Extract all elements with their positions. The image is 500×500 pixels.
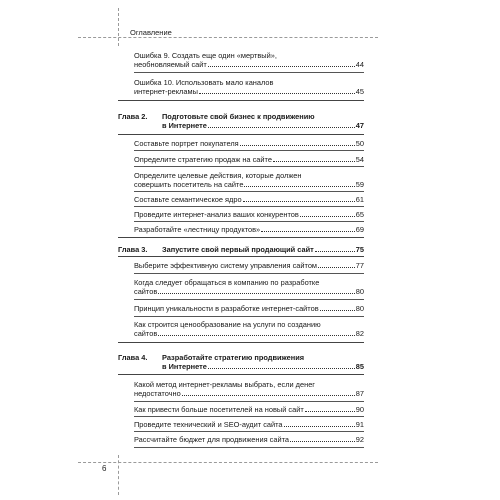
page-ref: 50 (355, 139, 364, 148)
leader-dots (318, 267, 355, 268)
entry-divider (134, 401, 364, 402)
toc-entry[interactable] (118, 420, 364, 429)
entry-title-line: Определите стратегию продаж на сайте (134, 155, 272, 164)
toc-entry[interactable] (118, 320, 364, 338)
toc-entry[interactable] (118, 225, 364, 234)
entry-title-line: Когда следует обращаться в компанию по разработке (134, 278, 320, 287)
chapter-number: Глава 3. (118, 245, 148, 254)
chapter-divider (118, 374, 364, 375)
toc-entry[interactable] (118, 261, 364, 270)
chapter-divider (118, 100, 364, 101)
entry-divider (134, 447, 364, 448)
entry-divider (134, 431, 364, 432)
page-ref: 82 (355, 329, 364, 338)
page-ref: 47 (355, 121, 364, 130)
leader-dots (182, 395, 355, 396)
toc-chapter[interactable] (118, 112, 364, 130)
page-ref: 91 (355, 420, 364, 429)
leader-dots (243, 201, 355, 202)
toc-entry[interactable] (118, 435, 364, 444)
chapter-divider (118, 342, 364, 343)
entry-title-line: Проведите интернет-анализ ваших конкурентов (134, 210, 299, 219)
page-ref: 85 (355, 362, 364, 371)
chapter-title-line: в Интернете (162, 121, 207, 130)
leader-dots (290, 441, 355, 442)
entry-title-line: Рассчитайте бюджет для продвижения сайта (134, 435, 290, 444)
page-ref: 77 (355, 261, 364, 270)
leader-dots (240, 145, 355, 146)
toc-entry[interactable] (118, 195, 364, 204)
leader-dots (273, 161, 355, 162)
entry-title-line: Проведите технический и SEO-аудит сайта (134, 420, 283, 429)
crop-guide-top (78, 37, 378, 38)
chapter-title-line: Запустите свой первый продающий сайт (162, 245, 314, 254)
chapter-number: Глава 4. (118, 353, 148, 362)
page-ref: 44 (355, 60, 364, 69)
toc-entry[interactable] (118, 380, 364, 398)
toc-entry[interactable] (118, 278, 364, 296)
entry-title-line: Составьте семантическое ядро (134, 195, 242, 204)
leader-dots (300, 216, 355, 217)
entry-title-line: сайтов (134, 287, 158, 296)
toc-entry[interactable] (118, 78, 364, 96)
crop-guide-left-bottom (118, 455, 119, 495)
entry-title-line: совершить посетитель на сайте (134, 180, 244, 189)
toc-chapter[interactable] (118, 353, 364, 371)
entry-title-line: Как строится ценообразование на услуги по созданию (134, 320, 321, 329)
leader-dots (208, 127, 355, 128)
leader-dots (208, 66, 355, 67)
toc-entry[interactable] (118, 171, 364, 189)
toc-entry[interactable] (118, 304, 364, 313)
crop-guide-bottom (78, 462, 378, 463)
leader-dots (305, 411, 355, 412)
entry-title-line: сайтов (134, 329, 158, 338)
leader-dots (208, 368, 355, 369)
entry-title-line: Как привести больше посетителей на новый сайт (134, 405, 304, 414)
chapter-number: Глава 2. (118, 112, 148, 121)
leader-dots (158, 335, 354, 336)
leader-dots (158, 293, 354, 294)
entry-divider (134, 299, 364, 300)
toc-entry[interactable] (118, 210, 364, 219)
entry-title-line: необновляемый сайт (134, 60, 207, 69)
entry-divider (134, 150, 364, 151)
toc-entry[interactable] (118, 405, 364, 414)
toc-entry[interactable] (118, 139, 364, 148)
chapter-title-line: в Интернете (162, 362, 207, 371)
chapter-title-line: Разработайте стратегию продвижения (162, 353, 305, 362)
entry-divider (134, 316, 364, 317)
leader-dots (284, 426, 355, 427)
chapter-divider (118, 134, 364, 135)
page-ref: 69 (355, 225, 364, 234)
page-ref: 90 (355, 405, 364, 414)
entry-divider (134, 273, 364, 274)
entry-title-line: Составьте портрет покупателя (134, 139, 239, 148)
page-ref: 54 (355, 155, 364, 164)
toc-entry[interactable] (118, 51, 364, 69)
chapter-divider (118, 256, 364, 257)
entry-divider (134, 206, 364, 207)
page-ref: 61 (355, 195, 364, 204)
entry-title-line: недостаточно (134, 389, 181, 398)
page-ref: 59 (355, 180, 364, 189)
page-ref: 92 (355, 435, 364, 444)
entry-title-line: Определите целевые действия, которые должен (134, 171, 302, 180)
toc-chapter[interactable] (118, 245, 364, 254)
entry-divider (134, 166, 364, 167)
entry-title-line: Ошибка 9. Создать еще один «мертвый», (134, 51, 277, 60)
entry-title-line: интернет-рекламы (134, 87, 198, 96)
entry-divider (134, 221, 364, 222)
page-ref: 87 (355, 389, 364, 398)
leader-dots (199, 93, 355, 94)
toc-entry[interactable] (118, 155, 364, 164)
page-number: 6 (102, 464, 107, 473)
page-ref: 80 (355, 287, 364, 296)
entry-divider (134, 72, 364, 73)
page-ref: 45 (355, 87, 364, 96)
chapter-divider (118, 237, 364, 238)
page-ref: 75 (355, 245, 364, 254)
crop-guide-left (118, 8, 119, 46)
page-ref: 65 (355, 210, 364, 219)
entry-title-line: Выберите эффективную систему управления сайтом (134, 261, 318, 270)
leader-dots (315, 251, 355, 252)
running-header: Оглавление (130, 28, 172, 37)
entry-title-line: Какой метод интернет-рекламы выбрать, если денег (134, 380, 315, 389)
entry-title-line: Ошибка 10. Использовать мало каналов (134, 78, 274, 87)
leader-dots (320, 310, 355, 311)
page-ref: 80 (355, 304, 364, 313)
leader-dots (244, 186, 354, 187)
entry-title-line: Принцип уникальности в разработке интернет-сайтов (134, 304, 319, 313)
entry-divider (134, 191, 364, 192)
entry-title-line: Разработайте «лестницу продуктов» (134, 225, 261, 234)
chapter-title-line: Подготовьте свой бизнес к продвижению (162, 112, 315, 121)
leader-dots (261, 231, 355, 232)
entry-divider (134, 416, 364, 417)
